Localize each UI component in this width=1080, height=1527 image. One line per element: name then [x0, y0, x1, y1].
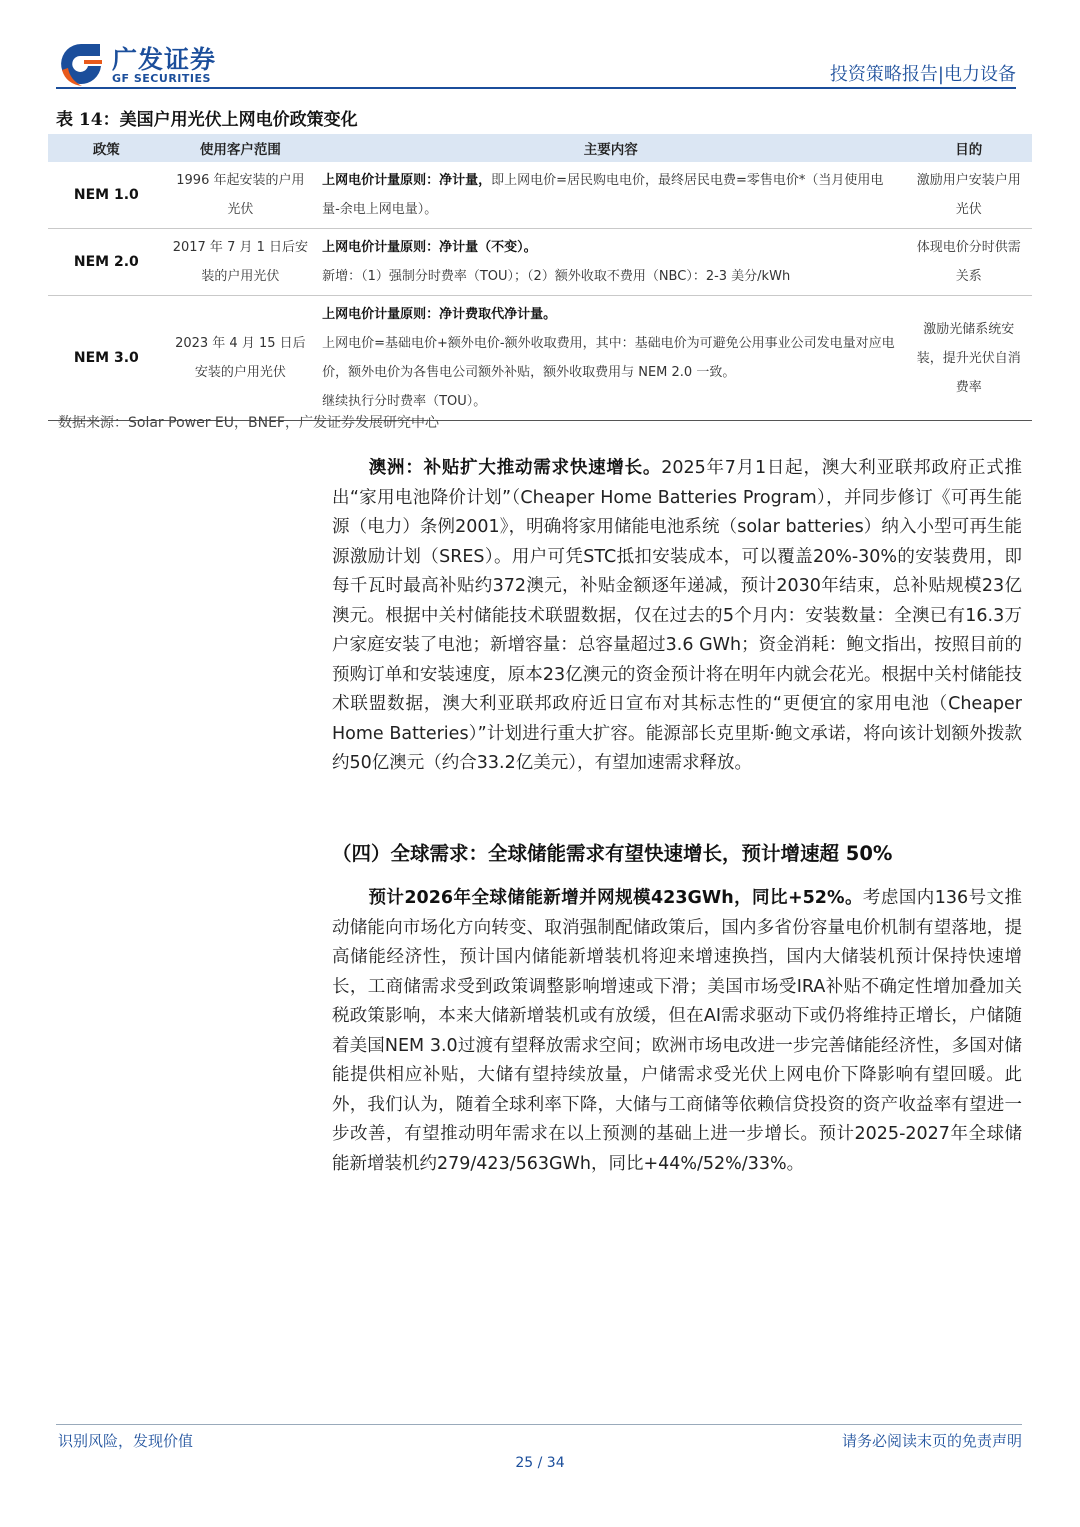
- logo-chinese-name: 广发证券: [112, 45, 217, 74]
- main-content-cell: [316, 296, 905, 421]
- header-policy: 政策: [48, 134, 165, 162]
- header-customers: 使用客户范围: [165, 134, 316, 162]
- page-number: 25 / 34: [515, 1455, 565, 1471]
- goal-cell: 激励用户安装户用光伏: [905, 162, 1032, 229]
- main-content-cell: [316, 229, 905, 296]
- table-row: [48, 229, 1032, 296]
- logo-english-name: GF SECURITIES: [112, 72, 211, 85]
- policy-cell: NEM 3.0: [48, 296, 165, 421]
- global-demand-paragraph: [332, 884, 1022, 1179]
- main-bold-text: 上网电价计量原则：净计费取代净计量。: [322, 307, 557, 322]
- customers-cell: 1996 年起安装的户用光伏: [165, 162, 316, 229]
- paragraph-text: 2025年7月1日起，澳大利亚联邦政府正式推出“家用电池降价计划”（Cheaper Home Batteries Program），并同步修订《可再生能源（电力）条例2001》，明确将家用储能电池系统（solar batteries）纳入小型可再生能源激励计划（SRES）。用户可凭STC抵扣安装成本，可以覆盖20%-30%的安装费用，即每千瓦时最高补贴约372澳元，补贴金额逐年递减，预计2030年结束，总补贴规模23亿澳元。根据中关村储能技术联盟数据，仅在过去的5个月内：安装数量：全澳已有16.3万户家庭安装了电池；新增容量：总容量超过3.6 GWh；资金消耗：鲍文指出，按照目前的预购订单和安装速度，原本23亿澳元的资金预计将在明年内就会花光。根据中关村储能技术联盟数据，澳大利亚联邦政府近日宣布对其标志性的“更便宜的家用电池（Cheaper Home Batteries）”计划进行重大扩容。能源部长克里斯·鲍文承诺，将向该计划额外拨款约50亿澳元（约合33.2亿美元），有望加速需求释放。: [332, 458, 1023, 773]
- main-text-extra: 继续执行分时费率（TOU）。: [322, 394, 487, 409]
- section-heading: （四）全球需求：全球储能需求有望快速增长，预计增速超 50%: [332, 842, 893, 865]
- footer-disclaimer[interactable]: 请务必阅读末页的免责声明: [841, 1432, 1022, 1450]
- header-goal: 目的: [905, 134, 1032, 162]
- table-header-row: [48, 134, 1032, 162]
- header-divider: [56, 87, 1016, 89]
- main-text: 上网电价=基础电价+额外电价-额外收取费用，其中：基础电价为可避免公用事业公司发电量对应电价，额外电价为各售电公司额外补贴，额外收取费用与 NEM 2.0 一致。: [322, 336, 895, 380]
- table-title: 表 14：美国户用光伏上网电价政策变化: [56, 110, 358, 130]
- footer-divider: [56, 1424, 1022, 1425]
- goal-cell: 体现电价分时供需关系: [905, 229, 1032, 296]
- policy-cell: NEM 1.0: [48, 162, 165, 229]
- main-bold-text: 上网电价计量原则：净计量，: [322, 173, 492, 188]
- footer-slogan: 识别风险，发现价值: [58, 1432, 194, 1450]
- customers-cell: 2023 年 4 月 15 日后安装的户用光伏: [165, 296, 316, 421]
- main-text: 即上网电价=居民购电电价，最终居民电费=零售电价*（当月使用电量-余电上网电量）。: [322, 173, 884, 217]
- table-row: [48, 296, 1032, 421]
- table-row: [48, 162, 1032, 229]
- customers-cell: 2017 年 7 月 1 日后安装的户用光伏: [165, 229, 316, 296]
- main-bold-text: 上网电价计量原则：净计量（不变）。: [322, 240, 537, 255]
- header-main-content: 主要内容: [316, 134, 905, 162]
- goal-cell: 激励光储系统安装，提升光伏自消费率: [905, 296, 1032, 421]
- report-category: 投资策略报告|电力设备: [829, 64, 1016, 85]
- company-logo: [56, 40, 226, 88]
- policy-cell: NEM 2.0: [48, 229, 165, 296]
- paragraph-lead: 澳洲：补贴扩大推动需求快速增长。: [368, 458, 662, 478]
- paragraph-text: 考虑国内136号文推动储能向市场化方向转变、取消强制配储政策后，国内多省份容量电价机制有望落地，提高储能经济性，预计国内储能新增装机将迎来增速换挡，国内大储装机预计保持快速增长，工商储需求受到政策调整影响增速或下滑；美国市场受IRA补贴不确定性增加叠加关税政策影响，本来大储新增装机或有放缓，但在AI需求驱动下或仍将维持正增长，户储随着美国NEM 3.0过渡有望释放需求空间；欧洲市场电改进一步完善储能经济性，多国对储能提供相应补贴，大储有望持续放量，户储需求受光伏上网电价下降影响有望回暖。此外，我们认为，随着全球利率下降，大储与工商储等依赖信贷投资的资产收益率有望进一步改善，有望推动明年需求在以上预测的基础上进一步增长。预计2025-2027年全球储能新增装机约279/423/563GWh，同比+44%/52%/33%。: [332, 888, 1022, 1174]
- table-source: 数据来源：Solar Power EU，BNEF，广发证券发展研究中心: [58, 415, 439, 431]
- policy-table: [48, 134, 1032, 421]
- main-content-cell: [316, 162, 905, 229]
- australia-paragraph: [332, 454, 1022, 779]
- paragraph-lead: 预计2026年全球储能新增并网规模423GWh，同比+52%。: [368, 888, 863, 908]
- main-text: 新增：（1）强制分时费率（TOU）；（2）额外收取不费用（NBC）：2-3 美分/kWh: [322, 269, 791, 284]
- gf-logo-icon: [56, 40, 106, 88]
